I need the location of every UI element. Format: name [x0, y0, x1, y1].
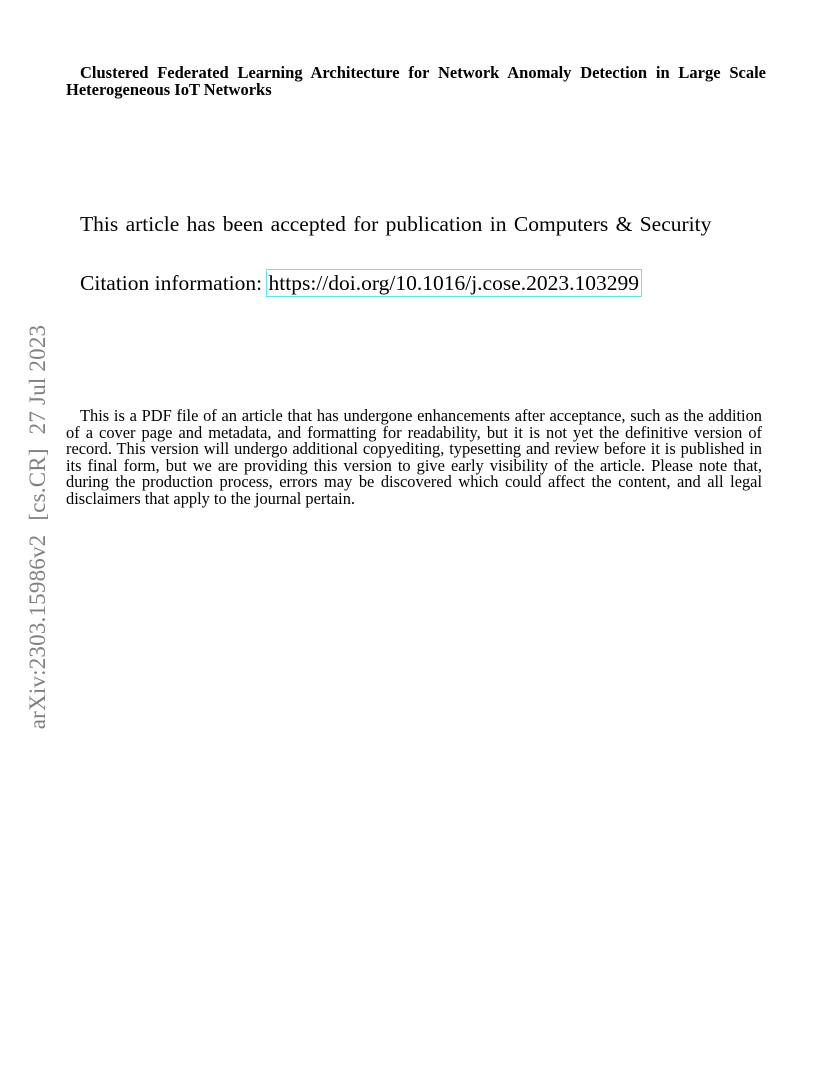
arxiv-category: [cs.CR] — [25, 448, 50, 521]
citation-line — [80, 270, 640, 296]
paper-title: Clustered Federated Learning Architecture for Network Anomaly Detection in Large Scale Heterogeneous IoT Networks — [66, 63, 766, 99]
disclaimer-paragraph: This is a PDF file of an article that has undergone enhancements after acceptance, such as the addition of a cover page and metadata, and formatting for readability, but it is not yet the definitive version of record. This version will undergo additional copyediting, typesetting and review before it is published in its final form, but we are providing this version to give early visibility of the article. Please note that, during the production process, errors may be discovered which could affect the content, and all legal disclaimers that apply to the journal pertain. — [66, 406, 762, 508]
arxiv-stamp — [25, 325, 51, 729]
arxiv-id: arXiv:2303.15986v2 — [25, 534, 50, 730]
doi-link[interactable]: https://doi.org/10.1016/j.cose.2023.103299 — [268, 271, 639, 295]
citation-label: Citation information: — [80, 271, 263, 295]
accepted-notice: This article has been accepted for publication in Computers & Security — [80, 212, 712, 236]
arxiv-date: 27 Jul 2023 — [25, 324, 50, 435]
